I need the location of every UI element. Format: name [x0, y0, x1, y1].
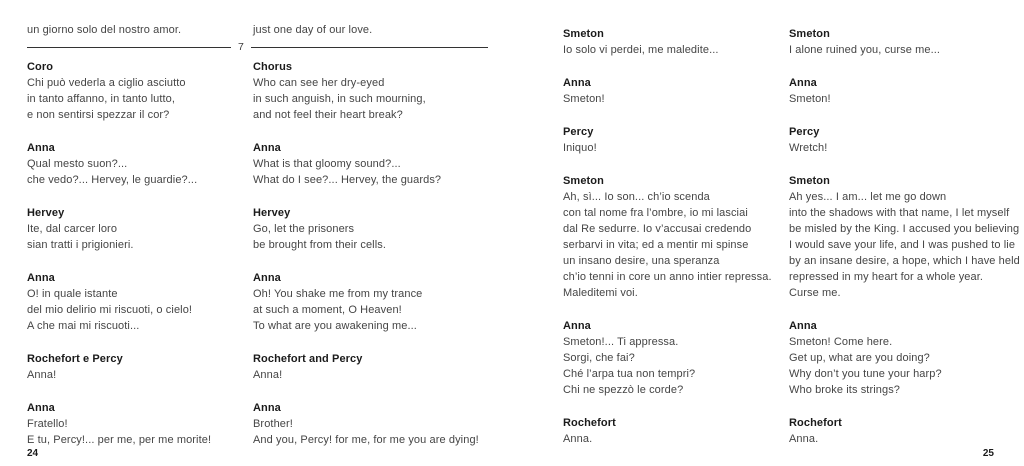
verse-line: Anna!	[27, 369, 57, 381]
verse-line: serbarvi in vita; ed a mentir mi spinse	[563, 239, 749, 251]
column-english-page-24	[253, 59, 479, 465]
page-25	[512, 0, 1024, 466]
verse-line: be misled by the King. I accused you believing	[789, 223, 1020, 235]
verse-line: by an insane desire, a hope, which I have held	[789, 255, 1020, 267]
verse-line: del mio delirio mi riscuoti, o cielo!	[27, 304, 193, 316]
speaker-name: Percy	[563, 126, 594, 138]
stanza	[563, 26, 773, 58]
column-italian-page-25	[563, 26, 773, 464]
verse-line: Curse me.	[789, 287, 841, 299]
speaker-name: Hervey	[253, 207, 291, 219]
stanza	[253, 59, 463, 123]
verse-line: Who can see her dry-eyed	[253, 77, 385, 89]
stanza	[27, 400, 237, 448]
verse-line: un insano desire, una speranza	[563, 255, 720, 267]
verse-line: e non sentirsi spezzar il cor?	[27, 109, 170, 121]
stanza	[789, 124, 999, 156]
verse-line: Ché l’arpa tua non tempri?	[563, 368, 696, 380]
stanza	[789, 415, 999, 447]
verse-line: Wretch!	[789, 142, 828, 154]
verse-line: repressed in my heart for a whole year.	[789, 271, 984, 283]
verse-line: I would save your life, and I was pushed to lie	[789, 239, 1016, 251]
stanza	[563, 75, 773, 107]
page-25-columns	[563, 26, 1020, 464]
verse-line: To what are you awakening me...	[253, 320, 417, 332]
verse-line: dal Re sedurre. Io v’accusai credendo	[563, 223, 752, 235]
speaker-name: Anna	[253, 272, 281, 284]
verse-line: Chi può vederla a ciglio asciutto	[27, 77, 186, 89]
page-number-left: 24	[27, 448, 39, 459]
stanza	[27, 59, 237, 123]
verse-line: at such a moment, O Heaven!	[253, 304, 402, 316]
column-italian-page-24	[27, 59, 237, 465]
verse-line: and not feel their heart break?	[253, 109, 403, 121]
speaker-name: Chorus	[253, 61, 293, 73]
verse-line: Maleditemi voi.	[563, 287, 638, 299]
stanza	[789, 26, 999, 58]
track-divider	[27, 41, 488, 54]
stanza	[253, 140, 463, 188]
verse-line: into the shadows with that name, I let myself	[789, 207, 1010, 219]
verse-line: Smeton!	[789, 93, 831, 105]
stanza	[27, 270, 237, 334]
verse-line: And you, Percy! for me, for me you are dying!	[253, 434, 479, 446]
verse-line: Oh! You shake me from my trance	[253, 288, 423, 300]
speaker-name: Rochefort e Percy	[27, 353, 123, 365]
page-number-right: 25	[982, 448, 994, 459]
speaker-name: Anna	[253, 402, 281, 414]
speaker-name: Rochefort	[563, 417, 616, 429]
verse-line: Chi ne spezzò le corde?	[563, 384, 684, 396]
speaker-name: Smeton	[789, 175, 830, 187]
verse-line: Get up, what are you doing?	[789, 352, 930, 364]
verse-line: A che mai mi riscuoti...	[27, 320, 140, 332]
stanza	[27, 140, 237, 188]
divider-line-left	[27, 47, 231, 48]
speaker-name: Rochefort	[789, 417, 842, 429]
verse-line: Fratello!	[27, 418, 68, 430]
stanza	[789, 318, 999, 398]
verse-line: O! in quale istante	[27, 288, 118, 300]
speaker-name: Anna	[27, 272, 55, 284]
verse-line: in such anguish, in such mourning,	[253, 93, 426, 105]
speaker-name: Hervey	[27, 207, 65, 219]
verse-line: in tanto affanno, in tanto lutto,	[27, 93, 176, 105]
stanza	[27, 205, 237, 253]
verse-line: Smeton!	[563, 93, 605, 105]
speaker-name: Smeton	[563, 175, 604, 187]
speaker-name: Anna	[789, 77, 817, 89]
stanza	[563, 173, 773, 301]
verse-line: Smeton! Come here.	[789, 336, 893, 348]
continuation-row	[27, 22, 488, 38]
verse-line: con tal nome fra l’ombre, io mi lasciai	[563, 207, 748, 219]
verse-line: Ah, sì... Io son... ch’io scenda	[563, 191, 710, 203]
stanza	[253, 400, 479, 448]
stanza	[563, 318, 773, 398]
speaker-name: Anna	[253, 142, 281, 154]
verse-line: Qual mesto suon?...	[27, 158, 128, 170]
verse-line: Anna!	[253, 369, 283, 381]
verse-line: sian tratti i prigionieri.	[27, 239, 134, 251]
speaker-name: Anna	[563, 77, 591, 89]
stanza	[789, 173, 1020, 301]
verse-line: Anna.	[789, 433, 819, 445]
verse-line: Go, let the prisoners	[253, 223, 355, 235]
speaker-name: Rochefort and Percy	[253, 353, 363, 365]
stanza	[253, 351, 463, 383]
speaker-name: Coro	[27, 61, 54, 73]
stanza	[253, 205, 463, 253]
verse-line: Ite, dal carcer loro	[27, 223, 118, 235]
verse-line: Smeton!... Ti appressa.	[563, 336, 679, 348]
verse-line: ch’io tenni in core un anno intier repressa.	[563, 271, 772, 283]
speaker-name: Percy	[789, 126, 820, 138]
stanza	[789, 75, 999, 107]
verse-line: che vedo?... Hervey, le guardie?...	[27, 174, 198, 186]
verse-line: Io solo vi perdei, me maledite...	[563, 44, 719, 56]
divider-line-right	[251, 47, 488, 48]
speaker-name: Smeton	[563, 28, 604, 40]
verse-line: Sorgi, che fai?	[563, 352, 635, 364]
stanza	[253, 270, 463, 334]
verse-line: Iniquo!	[563, 142, 597, 154]
continuation-line-italian: un giorno solo del nostro amor.	[27, 24, 182, 36]
speaker-name: Anna	[563, 320, 591, 332]
column-english-page-25	[789, 26, 1020, 464]
verse-line: Brother!	[253, 418, 293, 430]
verse-line: Why don’t you tune your harp?	[789, 368, 942, 380]
verse-line: What is that gloomy sound?...	[253, 158, 401, 170]
verse-line: Anna.	[563, 433, 593, 445]
stanza	[563, 415, 773, 447]
continuation-line-english: just one day of our love.	[253, 24, 373, 36]
page-24-columns	[27, 59, 488, 465]
verse-line: Ah yes... I am... let me go down	[789, 191, 947, 203]
verse-line: be brought from their cells.	[253, 239, 387, 251]
verse-line: I alone ruined you, curse me...	[789, 44, 941, 56]
verse-line: Who broke its strings?	[789, 384, 901, 396]
speaker-name: Smeton	[789, 28, 830, 40]
speaker-name: Anna	[27, 142, 55, 154]
track-number: 7	[238, 41, 244, 53]
stanza	[563, 124, 773, 156]
verse-line: What do I see?... Hervey, the guards?	[253, 174, 442, 186]
speaker-name: Anna	[27, 402, 55, 414]
verse-line: E tu, Percy!... per me, per me morite!	[27, 434, 212, 446]
stanza	[27, 351, 237, 383]
speaker-name: Anna	[789, 320, 817, 332]
